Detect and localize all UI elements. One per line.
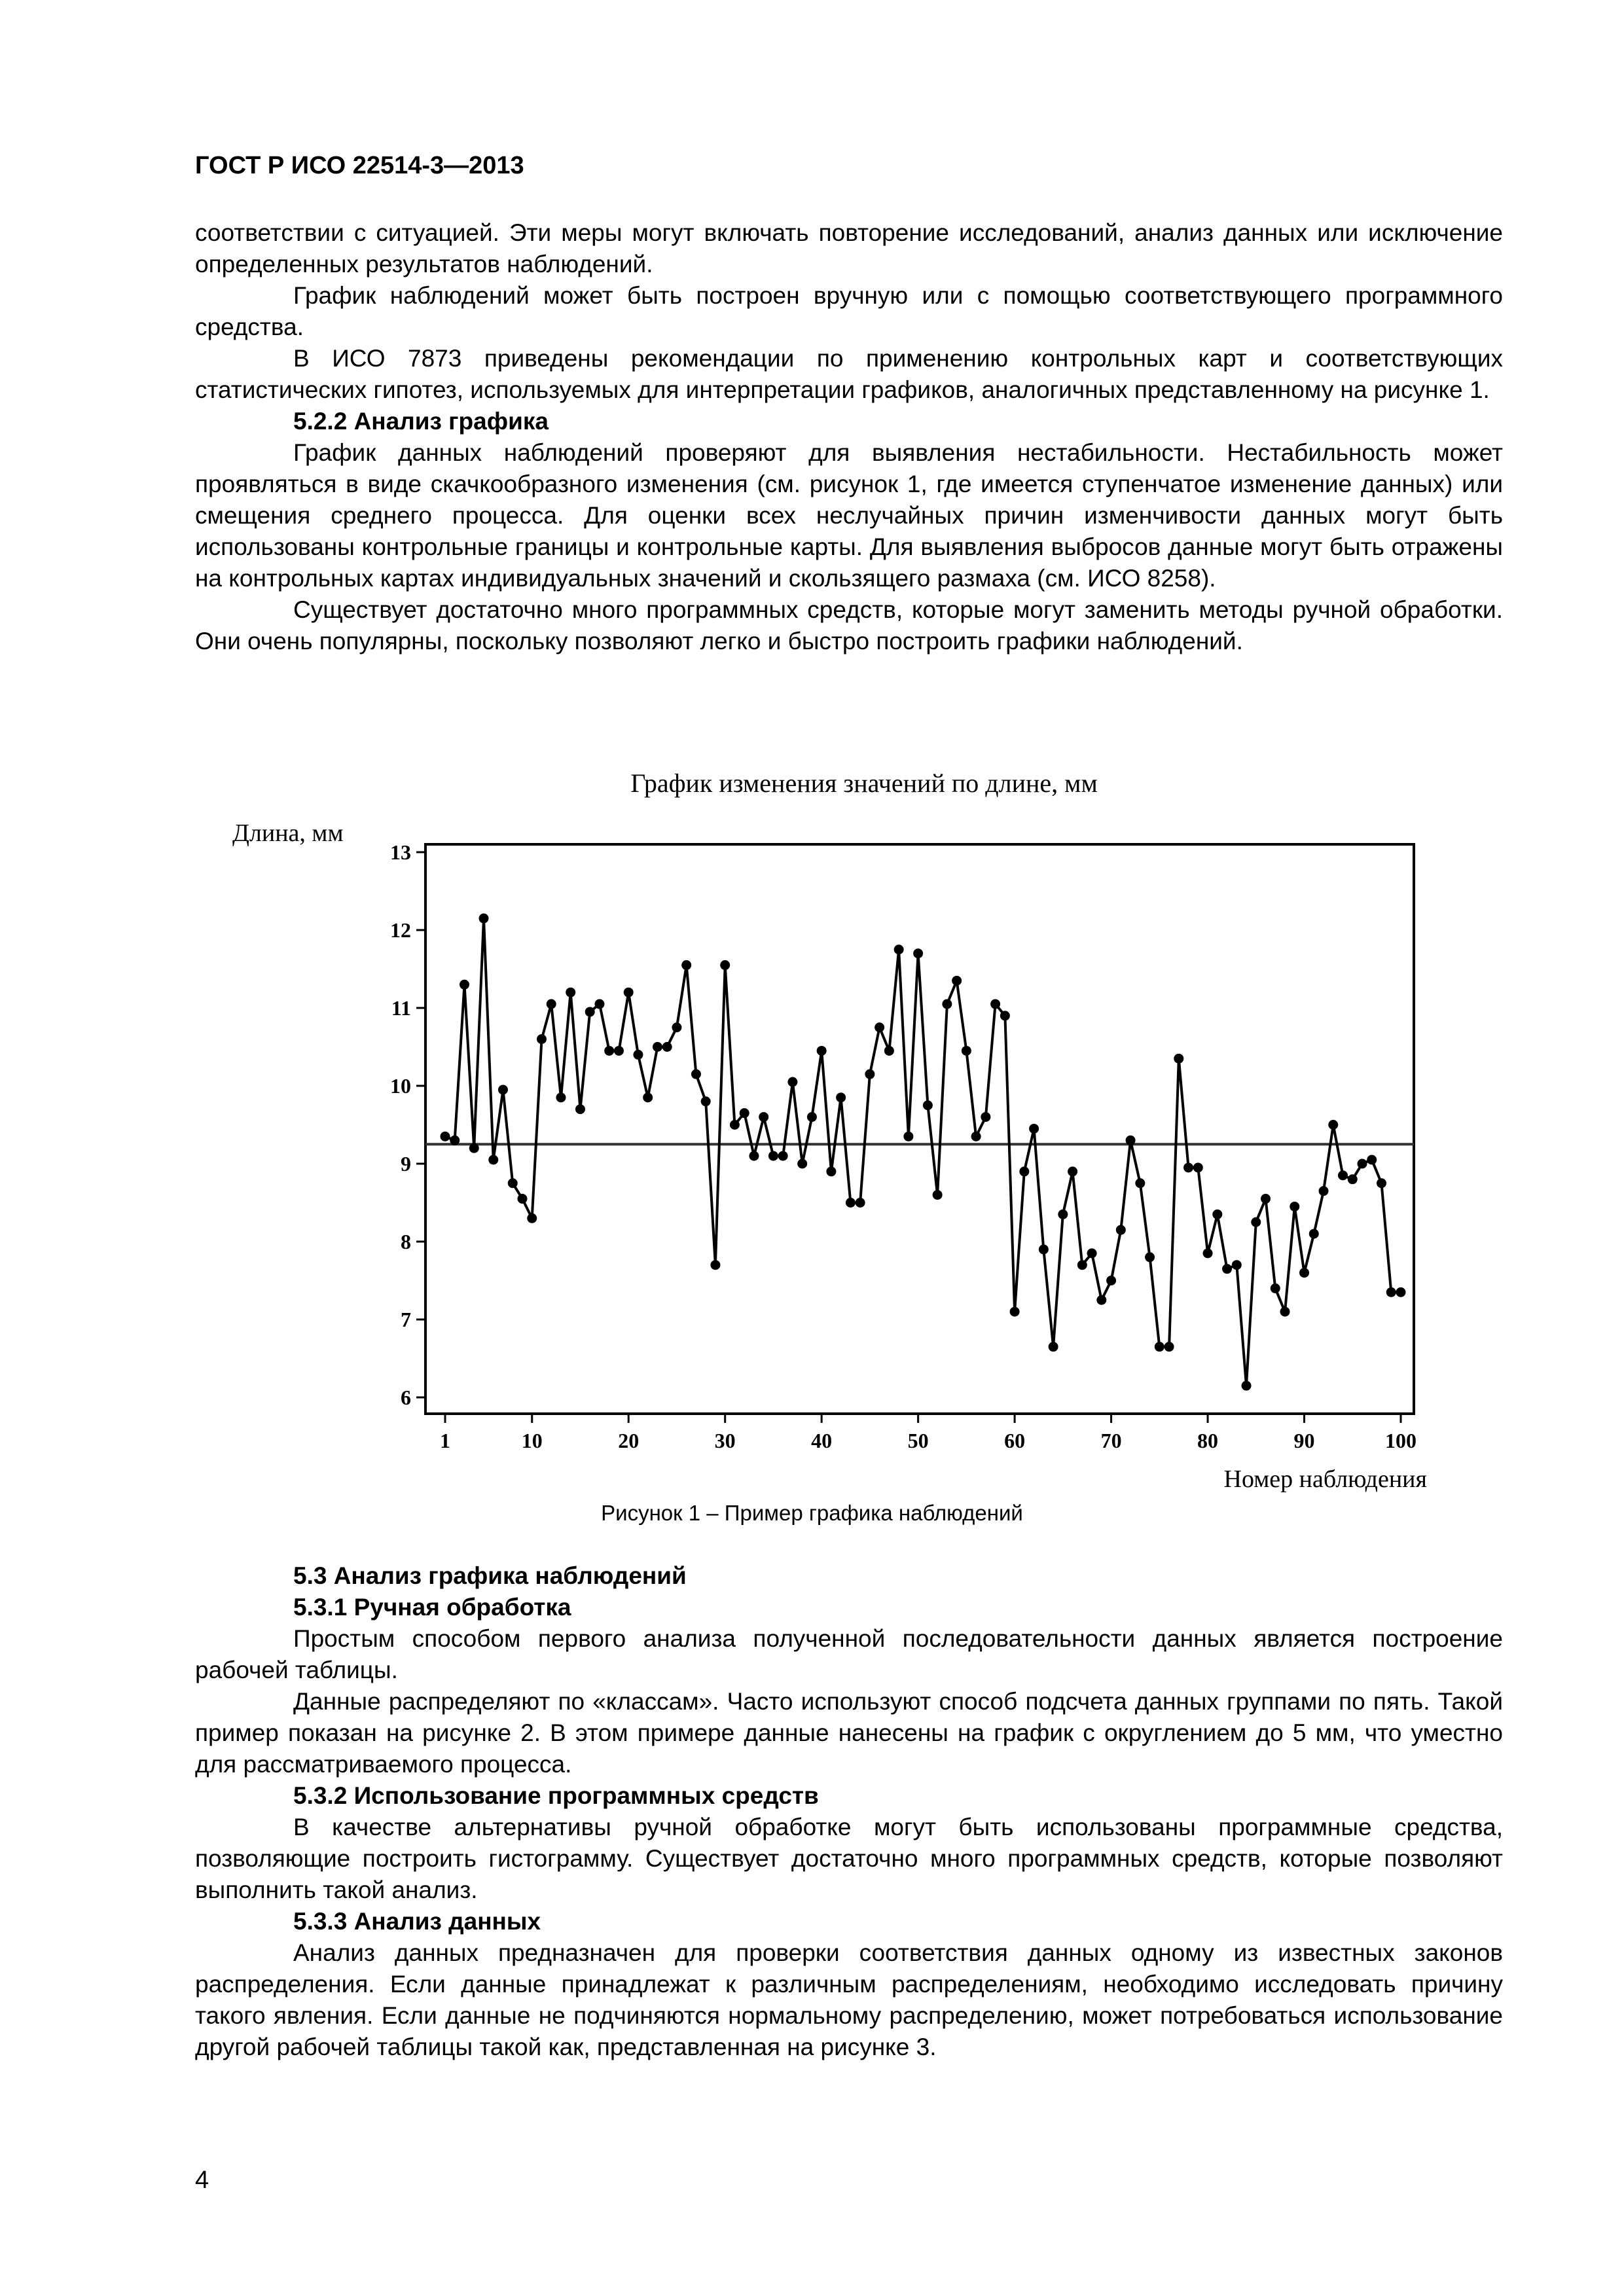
data-point [1096,1295,1106,1305]
data-point [1039,1244,1049,1254]
data-point [1029,1124,1039,1134]
data-point [749,1151,759,1161]
data-point [537,1034,547,1044]
data-point [1261,1194,1271,1204]
data-point [962,1046,971,1056]
y-tick-label: 11 [391,996,411,1020]
data-point [450,1136,460,1145]
data-point [1145,1252,1155,1262]
data-point [1319,1186,1329,1196]
data-point [527,1213,537,1223]
data-point [1377,1178,1386,1188]
data-point [826,1166,836,1176]
x-tick-label: 30 [714,1429,736,1452]
y-tick-label: 12 [390,918,411,942]
data-point [653,1042,662,1052]
data-point [1290,1202,1299,1211]
data-point [1010,1307,1020,1317]
data-point [1367,1155,1377,1165]
data-point [1106,1276,1116,1285]
x-tick-label: 80 [1197,1429,1219,1452]
data-point [1068,1166,1077,1176]
text-block-top [195,217,1503,657]
plot-frame [425,844,1414,1414]
data-point [1242,1381,1252,1391]
data-point [913,948,923,958]
section-heading: 5.3.2 Использование программных средств [293,1782,819,1809]
paragraph: Простым способом первого анализа полученной последовательности данных является построение рабочей таблицы. [195,1625,1503,1683]
section-heading: 5.3.1 Ручная обработка [293,1594,571,1621]
data-point [441,1132,450,1141]
chart-y-axis-label: Длина, мм [232,819,344,847]
data-point [846,1198,856,1208]
data-point [575,1104,585,1114]
data-point [662,1042,672,1052]
data-point [681,960,691,970]
paragraph: В ИСО 7873 приведены рекомендации по применению контрольных карт и соответствующих статистических гипотез, используемых для интерпретации графиков, аналогичных представленному на рисунке 1. [195,345,1503,403]
section-heading: 5.3.3 Анализ данных [293,1908,541,1935]
data-point [710,1260,720,1270]
data-point [720,960,730,970]
data-point [981,1112,990,1122]
section-heading: 5.2.2 Анализ графика [293,408,549,435]
data-point [817,1046,827,1056]
data-point [547,999,556,1009]
data-point [488,1155,498,1165]
figure-caption: Рисунок 1 – Пример графика наблюдений [601,1501,1023,1525]
data-point [1358,1159,1367,1169]
y-tick-label: 10 [390,1074,411,1098]
data-point [856,1198,865,1208]
data-point [1116,1225,1126,1235]
data-point [1232,1260,1242,1270]
data-point [1058,1210,1068,1219]
y-tick-label: 8 [401,1230,411,1253]
data-point [740,1108,749,1118]
data-point [1280,1307,1290,1317]
page-number: 4 [195,2166,209,2194]
data-point [1212,1210,1222,1219]
data-point [778,1151,788,1161]
data-point [865,1069,875,1079]
x-tick-label: 90 [1293,1429,1315,1452]
data-point [1183,1162,1193,1172]
data-point [971,1132,981,1141]
data-point [1000,1011,1010,1020]
document-header: ГОСТ Р ИСО 22514-3—2013 [195,152,524,179]
data-point [1126,1136,1136,1145]
data-point [469,1143,479,1153]
data-point [1222,1264,1232,1274]
section-heading: 5.3 Анализ графика наблюдений [293,1562,687,1589]
data-point [498,1085,508,1094]
data-point [556,1092,566,1102]
paragraph: График наблюдений может быть построен вручную или с помощью соответствующего программного средства. [195,282,1503,340]
data-point [566,988,575,997]
x-tick-label: 1 [440,1429,450,1452]
data-point [604,1046,614,1056]
data-point [942,999,952,1009]
data-point [1328,1120,1338,1130]
data-point [1309,1229,1319,1239]
paragraph: Анализ данных предназначен для проверки соответствия данных одному из известных законов распределения. Если данные принадлежат к различным распределениям, необходимо исследовать причину такого явления. Если данные не подчиняются нормальному распределению, может потребоваться использование другой рабочей таблицы такой как, представленная на рисунке 3. [195,1939,1503,2060]
x-tick-label: 40 [811,1429,833,1452]
data-point [478,914,488,924]
data-point [1348,1174,1358,1184]
data-point [1077,1260,1087,1270]
data-point [933,1190,943,1200]
data-point [894,944,904,954]
data-point [643,1092,653,1102]
observation-chart [216,759,1434,1492]
data-point [1155,1342,1164,1352]
data-point [1299,1268,1309,1278]
x-tick-label: 20 [618,1429,640,1452]
data-point [1164,1342,1174,1352]
data-point [624,988,634,997]
data-point [614,1046,624,1056]
chart-title: График изменения значений по длине, мм [630,768,1098,798]
data-point [633,1050,643,1060]
data-point [585,1007,595,1016]
x-tick-label: 10 [521,1429,543,1452]
data-point [1396,1287,1406,1297]
data-point [1049,1342,1058,1352]
data-point [768,1151,778,1161]
data-point [701,1096,711,1106]
paragraph: График данных наблюдений проверяют для выявления нестабильности. Нестабильность может проявляться в виде скачкообразного изменения (см. рисунок 1, где имеется ступенчатое изменение данных) или смещения среднего процесса. Для оценки всех неслучайных причин изменчивости данных могут быть использованы контрольные границы и контрольные карты. Для выявления выбросов данные могут быть отражены на контрольных картах индивидуальных значений и скользящего размаха (см. ИСО 8258). [195,439,1503,592]
paragraph: Данные распределяют по «классам». Часто используют способ подсчета данных группами по пять. Такой пример показан на рисунке 2. В этом примере данные нанесены на график с округлением до 5 мм, что уместно для рассматриваемого процесса. [195,1688,1503,1778]
data-point [1338,1170,1348,1180]
text-block-bottom [195,1560,1503,2063]
data-point [952,976,962,986]
y-tick-label: 13 [390,840,411,864]
data-point [691,1069,701,1079]
data-point [1193,1162,1203,1172]
chart-x-axis-label: Номер наблюдения [1223,1465,1427,1492]
data-point [797,1159,807,1169]
y-tick-label: 7 [401,1308,411,1331]
data-point [759,1112,768,1122]
data-point [1174,1054,1183,1064]
data-point [1019,1166,1029,1176]
data-point [923,1100,933,1110]
data-point [460,980,469,990]
data-point [875,1022,884,1032]
paragraph: В качестве альтернативы ручной обработке могут быть использованы программные средства, позволяющие построить гистограмму. Существует достаточно много программных средств, которые позволяют выполнить такой анализ. [195,1814,1503,1903]
x-tick-label: 50 [907,1429,929,1452]
data-point [1203,1248,1213,1258]
data-point [990,999,1000,1009]
data-point [1251,1217,1261,1227]
data-point [903,1132,913,1141]
data-point [884,1046,894,1056]
paragraph: Существует достаточно много программных средств, которые могут заменить методы ручной обработки. Они очень популярны, поскольку позволяют легко и быстро построить графики наблюдений. [195,596,1503,655]
data-point [787,1077,797,1087]
data-point [807,1112,817,1122]
data-point [508,1178,518,1188]
data-point [1087,1248,1097,1258]
data-point [672,1022,681,1032]
data-point [517,1194,527,1204]
x-tick-label: 60 [1004,1429,1026,1452]
data-point [836,1092,846,1102]
series-line [445,918,1401,1386]
paragraph: соответствии с ситуацией. Эти меры могут включать повторение исследований, анализ данных или исключение определенных результатов наблюдений. [195,219,1503,278]
x-tick-label: 70 [1100,1429,1122,1452]
x-tick-label: 100 [1385,1429,1416,1452]
data-point [730,1120,740,1130]
data-point [1386,1287,1396,1297]
y-tick-label: 9 [401,1152,411,1175]
y-tick-label: 6 [401,1386,411,1409]
data-point [1135,1178,1145,1188]
data-point [1271,1283,1280,1293]
data-point [594,999,604,1009]
